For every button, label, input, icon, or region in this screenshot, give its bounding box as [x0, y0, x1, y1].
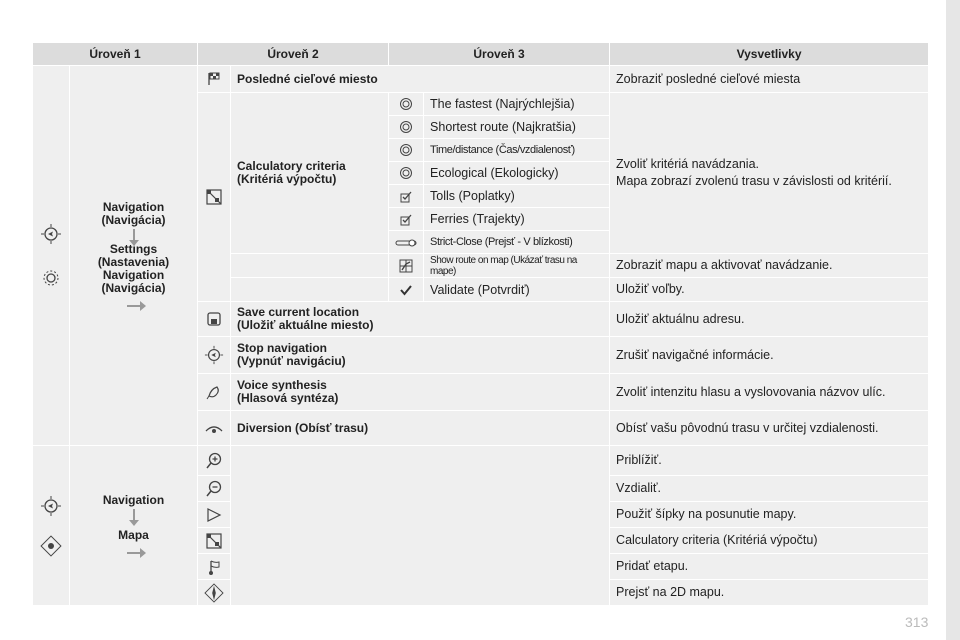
- radio-icon: [399, 97, 413, 111]
- option-icon-cell: [389, 185, 424, 208]
- empty-cell: [231, 254, 389, 278]
- option-validate: Validate (Potvrdiť): [424, 278, 610, 302]
- criteria-map-cell: [198, 528, 231, 554]
- header-level3: Úroveň 3: [389, 43, 610, 66]
- option-icon-cell: [389, 116, 424, 139]
- option-show-map: Show route on map (Ukázať trasu na mape): [424, 254, 610, 278]
- navigation-icon: [40, 495, 62, 517]
- zoom-in-cell: [198, 446, 231, 476]
- recent-destination-desc: Zobraziť posledné cieľové miesta: [610, 66, 929, 93]
- checkered-flag-criteria-icon: [205, 532, 223, 550]
- diversion-label: Diversion (Obísť trasu): [231, 411, 610, 446]
- pan-arrow-icon: [206, 507, 222, 523]
- checkered-flag-icon: [207, 72, 221, 86]
- radio-icon: [399, 166, 413, 180]
- save-icon-cell: [198, 302, 231, 337]
- voice-icon-cell: [198, 374, 231, 411]
- slider-icon: [395, 238, 417, 248]
- option-shortest: Shortest route (Najkratšia): [424, 116, 610, 139]
- menu-map-label: Mapa: [118, 528, 149, 542]
- arrow-down-icon: [133, 229, 135, 241]
- radio-icon: [399, 143, 413, 157]
- option-time-distance: Time/distance (Čas/vzdialenosť): [424, 139, 610, 162]
- stop-icon-cell: [198, 337, 231, 374]
- option-icon-cell: [389, 231, 424, 254]
- option-icon-cell: [389, 93, 424, 116]
- arrow-right-icon: [127, 305, 141, 307]
- level1-icons-map: [33, 446, 70, 606]
- flag-cell: [198, 66, 231, 93]
- header-notes: Vysvetlivky: [610, 43, 929, 66]
- add-stage-flag-icon: [206, 559, 222, 575]
- menu-navigation2-label: Navigation (Navigácia): [101, 268, 166, 295]
- map-empty-cell: [231, 446, 610, 606]
- empty-cell: [231, 278, 389, 302]
- option-ferries: Ferries (Trajekty): [424, 208, 610, 231]
- option-strict-close: Strict-Close (Prejsť - V blízkosti): [424, 231, 610, 254]
- radio-icon: [399, 120, 413, 134]
- diversion-icon-cell: [198, 411, 231, 446]
- map-compass-icon: [40, 535, 62, 557]
- map-desc-5: Prejsť na 2D mapu.: [610, 580, 929, 606]
- criteria-icon-cell: [198, 93, 231, 302]
- settings-gear-icon: [40, 267, 62, 289]
- arrow-right-icon: [127, 552, 141, 554]
- checkered-flag-criteria-icon: [205, 188, 223, 206]
- navigation-icon: [40, 223, 62, 245]
- map-desc-1: Vzdialiť.: [610, 476, 929, 502]
- show-map-desc: Zobraziť mapu a aktivovať navádzanie.: [610, 254, 929, 278]
- map-desc-4: Pridať etapu.: [610, 554, 929, 580]
- header-level1: Úroveň 1: [33, 43, 198, 66]
- option-fastest: The fastest (Najrýchlejšia): [424, 93, 610, 116]
- header-row: [33, 43, 929, 66]
- table-row: [33, 66, 929, 93]
- menu-table: [32, 42, 929, 606]
- page-number: 313: [905, 614, 929, 630]
- option-icon-cell: [389, 162, 424, 185]
- zoom-out-cell: [198, 476, 231, 502]
- validate-desc: Uložiť voľby.: [610, 278, 929, 302]
- option-icon-cell: [389, 278, 424, 302]
- map-route-icon: [398, 258, 414, 274]
- voice-synthesis-icon: [205, 383, 223, 401]
- recent-destination-label: Posledné cieľové miesto: [231, 66, 610, 93]
- option-icon-cell: [389, 139, 424, 162]
- map-desc-2: Použiť šípky na posunutie mapy.: [610, 502, 929, 528]
- criteria-desc: Zvoliť kritériá navádzania. Mapa zobrazí zvolenú trasu v závislosti od kritérií.: [610, 93, 929, 254]
- checkbox-icon: [400, 191, 412, 203]
- stop-navigation-icon: [204, 345, 224, 365]
- save-location-icon: [206, 311, 222, 327]
- page-edge-bar: [946, 0, 960, 640]
- header-level2: Úroveň 2: [198, 43, 389, 66]
- diversion-desc: Obísť vašu pôvodnú trasu v určitej vzdialenosti.: [610, 411, 929, 446]
- zoom-out-icon: [205, 480, 223, 498]
- stop-navigation-label: Stop navigation (Vypnúť navigáciu): [231, 337, 610, 374]
- checkbox-icon: [400, 214, 412, 226]
- option-icon-cell: [389, 254, 424, 278]
- option-tolls: Tolls (Poplatky): [424, 185, 610, 208]
- zoom-in-icon: [205, 452, 223, 470]
- level1-menu-nav: [70, 66, 198, 446]
- save-location-label: Save current location (Uložiť aktuálne miesto): [231, 302, 610, 337]
- menu-navigation-map-label: Navigation: [102, 493, 165, 507]
- menu-settings-label: Settings (Nastavenia): [97, 242, 170, 269]
- menu-navigation-label: Navigation (Navigácia): [101, 200, 166, 227]
- map-desc-0: Priblížiť.: [610, 446, 929, 476]
- level1-menu-map: [70, 446, 198, 606]
- add-stage-cell: [198, 554, 231, 580]
- diversion-icon: [205, 423, 223, 435]
- map-2d-icon: [204, 583, 224, 603]
- save-location-desc: Uložiť aktuálnu adresu.: [610, 302, 929, 337]
- map2d-cell: [198, 580, 231, 606]
- voice-synthesis-desc: Zvoliť intenzitu hlasu a vyslovovania názvov ulíc.: [610, 374, 929, 411]
- table-row: [33, 446, 929, 476]
- pan-cell: [198, 502, 231, 528]
- stop-navigation-desc: Zrušiť navigačné informácie.: [610, 337, 929, 374]
- level1-icons-nav: [33, 66, 70, 446]
- arrow-down-icon: [133, 509, 135, 521]
- criteria-label: Calculatory criteria (Kritériá výpočtu): [231, 93, 389, 254]
- voice-synthesis-label: Voice synthesis (Hlasová syntéza): [231, 374, 610, 411]
- map-desc-3: Calculatory criteria (Kritériá výpočtu): [610, 528, 929, 554]
- checkmark-icon: [400, 284, 412, 296]
- option-ecological: Ecological (Ekologicky): [424, 162, 610, 185]
- option-icon-cell: [389, 208, 424, 231]
